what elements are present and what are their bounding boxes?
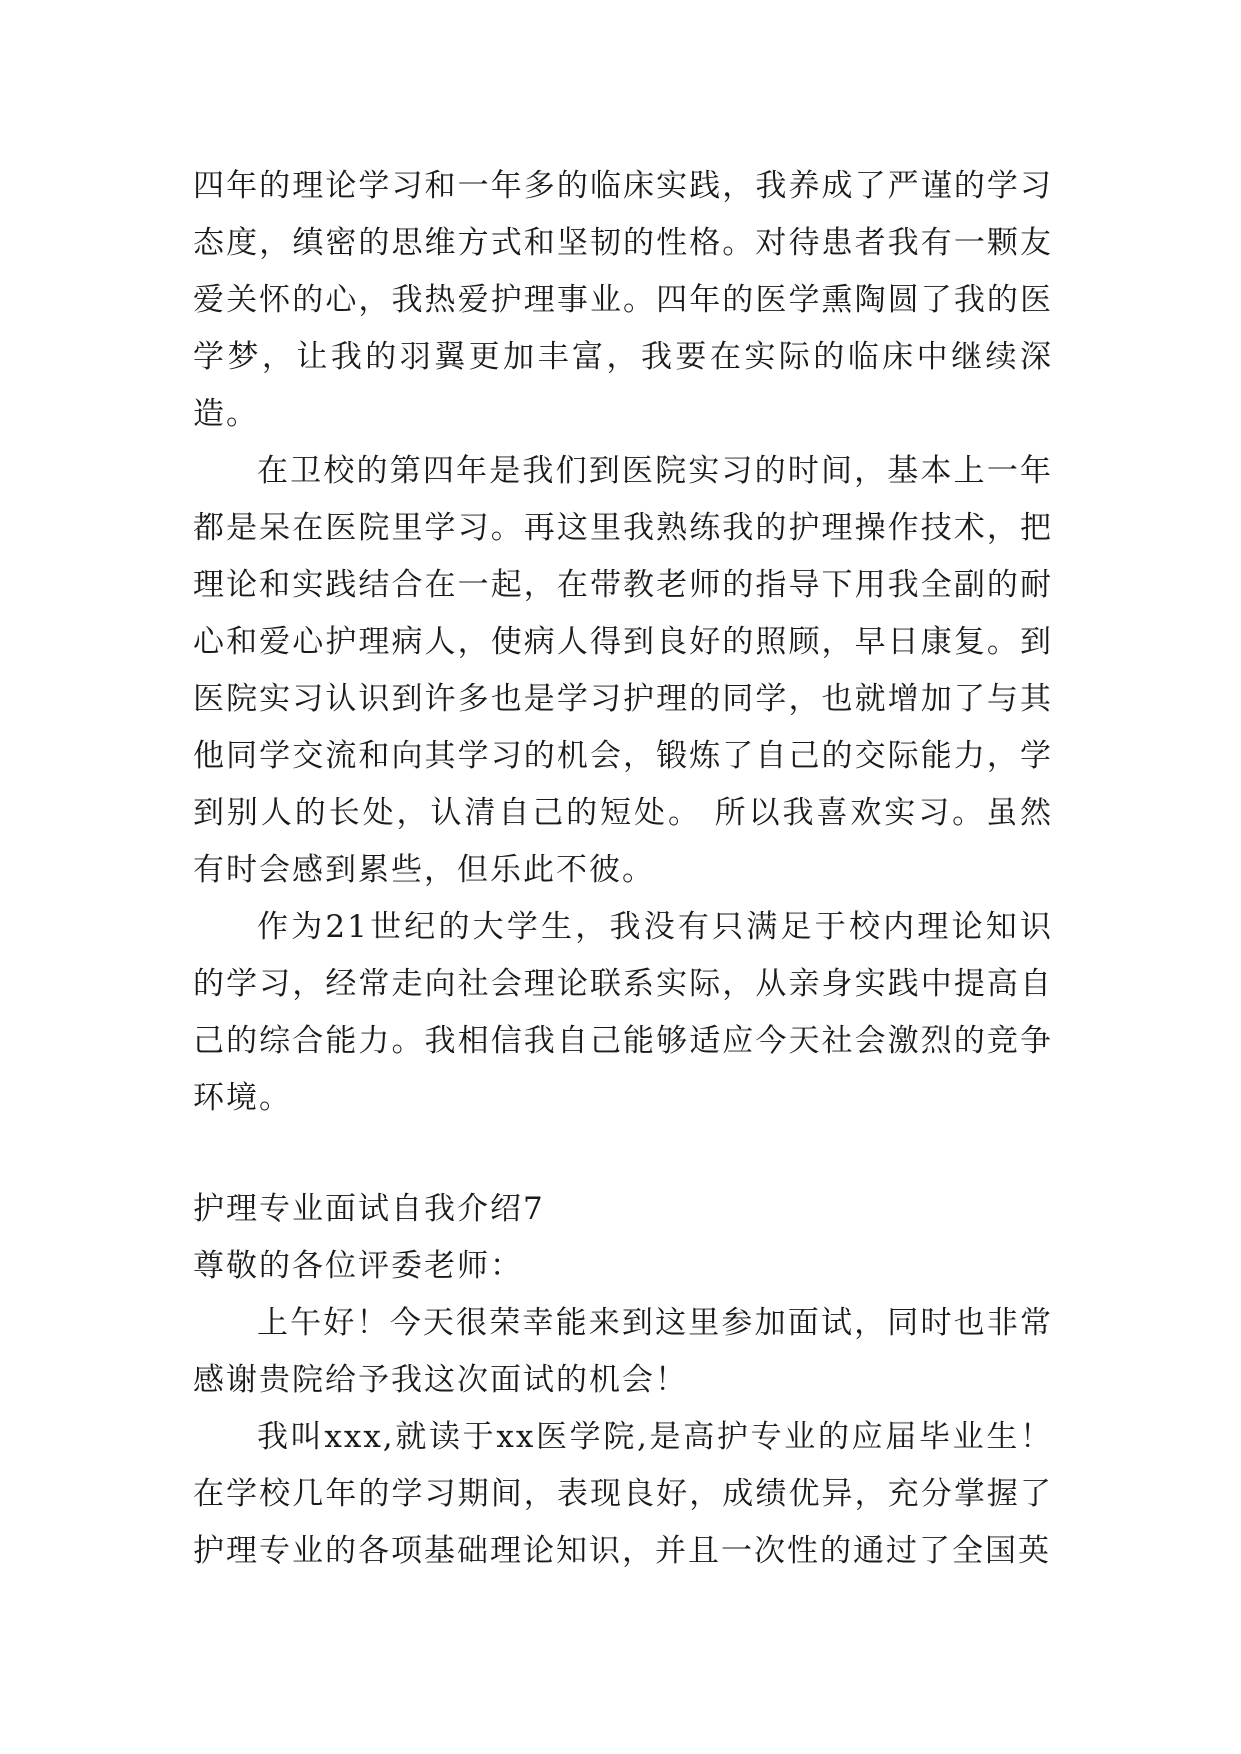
intro-paragraph: 我叫xxx,就读于xx医学院,是高护专业的应届毕业生！在学校几年的学习期间，表现良好，成绩优异，充分掌握了护理专业的各项基础理论知识，并且一次性的通过了全国英 xyxy=(193,1419,1053,1569)
document-body xyxy=(193,158,1053,1580)
internship-paragraph: 在卫校的第四年是我们到医院实习的时间，基本上一年都是呆在医院里学习。再这里我熟练我的护理操作技术，把理论和实践结合在一起，在带教老师的指导下用我全副的耐心和爱心护理病人，使病人得到良好的照顾，早日康复。到医院实习认识到许多也是学习护理的同学，也就增加了与其他同学交流和向其学习的机会，锻炼了自己的交际能力，学到别人的长处，认清自己的短处。 所以我喜欢实习。虽然有时会感到累些，但乐此不彼。 xyxy=(193,453,1053,888)
century-paragraph: 作为21世纪的大学生，我没有只满足于校内理论知识的学习，经常走向社会理论联系实际，从亲身实践中提高自己的综合能力。我相信我自己能够适应今天社会激烈的竞争环境。 xyxy=(193,909,1053,1116)
section-title: 护理专业面试自我介绍7 xyxy=(193,1191,545,1227)
greeting-paragraph: 上午好！今天很荣幸能来到这里参加面试，同时也非常感谢贵院给予我这次面试的机会！ xyxy=(193,1305,1053,1398)
salutation: 尊敬的各位评委老师： xyxy=(193,1248,523,1284)
paragraph-spacer xyxy=(193,1127,1053,1181)
continuation-paragraph: 四年的理论学习和一年多的临床实践，我养成了严谨的学习态度，缜密的思维方式和坚韧的性格。对待患者我有一颗友爱关怀的心，我热爱护理事业。四年的医学熏陶圆了我的医学梦，让我的羽翼更加丰富，我要在实际的临床中继续深造。 xyxy=(193,168,1053,432)
